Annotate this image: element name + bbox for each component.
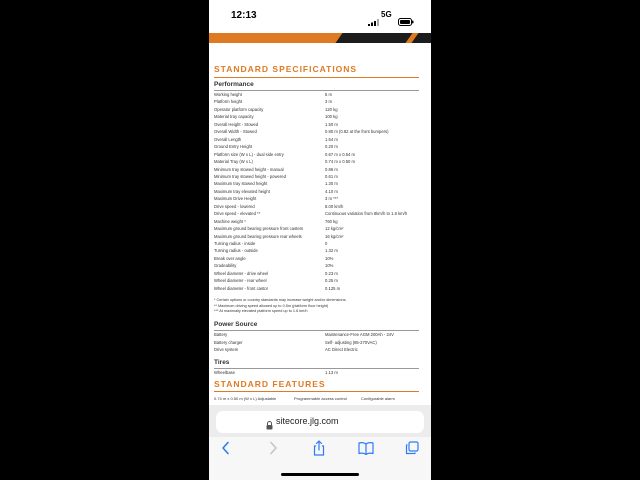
back-icon bbox=[221, 441, 231, 460]
spec-label: Platform height bbox=[214, 99, 243, 105]
spec-row bbox=[214, 331, 424, 338]
spec-label: Platform size (W x L) - dual side entry bbox=[214, 151, 284, 157]
bookmarks-icon bbox=[358, 441, 374, 460]
footnote: *** At maximally elevated platform speed up to 1.6 km/h bbox=[214, 309, 308, 313]
spec-label: Wheel diameter - rear wheel bbox=[214, 278, 267, 284]
spec-value: Maintenance-Free AGM 200Ah - 24V bbox=[325, 332, 394, 337]
spec-row bbox=[214, 210, 424, 217]
home-indicator[interactable] bbox=[281, 473, 359, 476]
spec-row bbox=[214, 158, 424, 165]
spec-value: 0.80 m (0.82 at the front bumpers) bbox=[325, 129, 389, 135]
spec-row bbox=[214, 255, 424, 262]
spec-title: STANDARD SPECIFICATIONS bbox=[214, 64, 358, 74]
share-icon bbox=[312, 440, 326, 461]
spec-row bbox=[214, 106, 424, 113]
spec-value: 5 m bbox=[325, 92, 332, 97]
spec-row bbox=[214, 151, 424, 158]
spec-value: 3 m *** bbox=[325, 196, 339, 202]
signal-icon bbox=[368, 13, 379, 31]
features-title: STANDARD FEATURES bbox=[214, 379, 326, 389]
footnote: ** Maximum driving speed allowed up to 0.5m (platform floor height) bbox=[214, 303, 329, 308]
spec-label: Overall Width - Stowed bbox=[214, 129, 257, 135]
performance-heading: Performance bbox=[214, 81, 254, 88]
spec-value: AC Direct Electric bbox=[325, 347, 358, 352]
spec-value: 4.10 m bbox=[325, 188, 338, 194]
spec-label: Turning radius - inside bbox=[214, 241, 256, 246]
spec-row bbox=[214, 91, 424, 98]
spec-value: 10% bbox=[325, 255, 334, 261]
spec-row bbox=[214, 203, 424, 210]
spec-label: Overall Length bbox=[214, 136, 242, 142]
spec-value: 100 kg bbox=[325, 114, 338, 120]
spec-label: Material Tray (W x L) bbox=[214, 159, 253, 165]
spec-value: 10% bbox=[325, 263, 334, 269]
spec-value: 1.30 m bbox=[325, 181, 338, 187]
battery-icon bbox=[398, 13, 414, 31]
spec-label: Wheel diameter - front castor bbox=[214, 285, 268, 291]
spec-value: 3 m bbox=[325, 99, 332, 105]
spec-label: Drive speed - elevated ** bbox=[214, 211, 261, 217]
spec-row bbox=[214, 270, 424, 277]
spec-label: Minimum tray stowed height - manual bbox=[214, 166, 284, 172]
spec-row bbox=[214, 339, 424, 346]
spec-row bbox=[214, 218, 424, 225]
spec-value: 8.00 km/h bbox=[325, 203, 344, 209]
back-button[interactable] bbox=[214, 441, 238, 459]
spec-row bbox=[214, 285, 424, 292]
spec-row bbox=[214, 113, 424, 120]
spec-row bbox=[214, 188, 424, 195]
spec-label: Minimum tray stowed height - powered bbox=[214, 173, 286, 179]
spec-label: Wheelbase bbox=[214, 370, 235, 375]
spec-value: 0.86 m bbox=[325, 166, 338, 172]
forward-button[interactable] bbox=[261, 441, 285, 459]
spec-label: Wheel diameter - drive wheel bbox=[214, 270, 269, 276]
spec-row bbox=[214, 143, 424, 150]
spec-value: 0.67 m x 0.54 m bbox=[325, 151, 356, 157]
spec-label: Working height bbox=[214, 92, 242, 97]
spec-value: 0.61 m bbox=[325, 173, 338, 179]
browser-toolbar bbox=[209, 437, 431, 480]
spec-value: 1.54 m bbox=[325, 136, 338, 142]
feature-item: Configurable alarm bbox=[361, 396, 395, 401]
spec-value: 120 kg bbox=[325, 106, 338, 112]
lock-icon bbox=[266, 417, 273, 435]
url-text: sitecore.jlg.com bbox=[276, 416, 339, 426]
spec-value: Self- adjusting (85-270VAC) bbox=[325, 339, 377, 345]
spec-label: Maximum tray elevated height bbox=[214, 188, 270, 194]
spec-value: 12 kg/cm² bbox=[325, 226, 344, 232]
spec-row bbox=[214, 180, 424, 187]
tires-heading: Tires bbox=[214, 359, 230, 366]
tabs-button[interactable] bbox=[400, 441, 424, 459]
spec-row bbox=[214, 369, 424, 376]
spec-row bbox=[214, 277, 424, 284]
bookmarks-button[interactable] bbox=[354, 441, 378, 459]
spec-value: 1.32 m bbox=[325, 248, 338, 254]
spec-label: Battery bbox=[214, 332, 228, 337]
spec-value: 760 kg bbox=[325, 218, 338, 224]
feature-item: Programmable access control bbox=[294, 396, 347, 401]
spec-row bbox=[214, 98, 424, 105]
spec-value: 0.20 m bbox=[325, 144, 338, 150]
spec-value: 16 kg/cm² bbox=[325, 233, 344, 239]
spec-value: 1.13 m bbox=[325, 370, 338, 375]
spec-label: Machine weight * bbox=[214, 218, 246, 224]
address-bar bbox=[209, 405, 431, 437]
spec-label: Gradeability bbox=[214, 263, 237, 269]
spec-row bbox=[214, 225, 424, 232]
spec-row bbox=[214, 240, 424, 247]
spec-row bbox=[214, 233, 424, 240]
features-divider bbox=[214, 391, 419, 392]
spec-row bbox=[214, 136, 424, 143]
power-heading: Power Source bbox=[214, 321, 258, 328]
spec-label: Overall Height - Stowed bbox=[214, 121, 259, 127]
spec-label: Maximum tray stowed height bbox=[214, 181, 268, 187]
spec-row bbox=[214, 166, 424, 173]
spec-label: Drive system bbox=[214, 347, 239, 352]
spec-value: 1.50 m bbox=[325, 121, 338, 127]
spec-value: 0.23 m bbox=[325, 270, 338, 276]
spec-label: Operator platform capacity bbox=[214, 106, 264, 112]
spec-label: Turning radius - outside bbox=[214, 248, 258, 254]
spec-label: Drive speed - lowered bbox=[214, 203, 255, 209]
network-label: 5G bbox=[381, 10, 392, 19]
spec-value: Continuous variation from 8km/h to 1.6 km/h bbox=[325, 211, 408, 217]
spec-label: Maximum Drive Height bbox=[214, 196, 257, 202]
spec-row bbox=[214, 128, 424, 135]
forward-icon bbox=[268, 441, 278, 460]
spec-label: Break over angle bbox=[214, 255, 246, 261]
spec-value: 0.74 m x 0.50 m bbox=[325, 159, 356, 165]
title-divider bbox=[214, 77, 419, 78]
footnote: * Certain options or country standards may increase weight and/or dimensions. bbox=[214, 298, 347, 302]
spec-label: Material tray capacity bbox=[214, 114, 254, 120]
header-banner bbox=[209, 33, 431, 43]
url-field[interactable] bbox=[216, 411, 424, 433]
spec-value: 0 bbox=[325, 241, 328, 246]
spec-row bbox=[214, 173, 424, 180]
spec-row bbox=[214, 262, 424, 269]
spec-row bbox=[214, 247, 424, 254]
spec-label: Maximum ground bearing pressure front casters bbox=[214, 226, 304, 232]
phone-screen bbox=[209, 0, 431, 480]
tabs-icon bbox=[405, 441, 419, 460]
spec-value: 0.125 m bbox=[325, 285, 341, 291]
spec-label: Battery charger bbox=[214, 339, 243, 345]
feature-item: 0.74 m x 0.50 m (W x L) Adjustable bbox=[214, 396, 277, 401]
spec-value: 0.25 m bbox=[325, 278, 338, 284]
spec-label: Maximum ground bearing pressure rear wheels bbox=[214, 233, 302, 239]
features-list bbox=[214, 394, 429, 404]
spec-label: Ground Entry Height bbox=[214, 144, 253, 150]
spec-row bbox=[214, 195, 424, 202]
spec-sheet bbox=[209, 43, 431, 405]
share-button[interactable] bbox=[307, 441, 331, 459]
spec-row bbox=[214, 346, 424, 353]
status-bar bbox=[209, 0, 431, 32]
spec-row bbox=[214, 121, 424, 128]
status-time: 12:13 bbox=[231, 10, 257, 21]
